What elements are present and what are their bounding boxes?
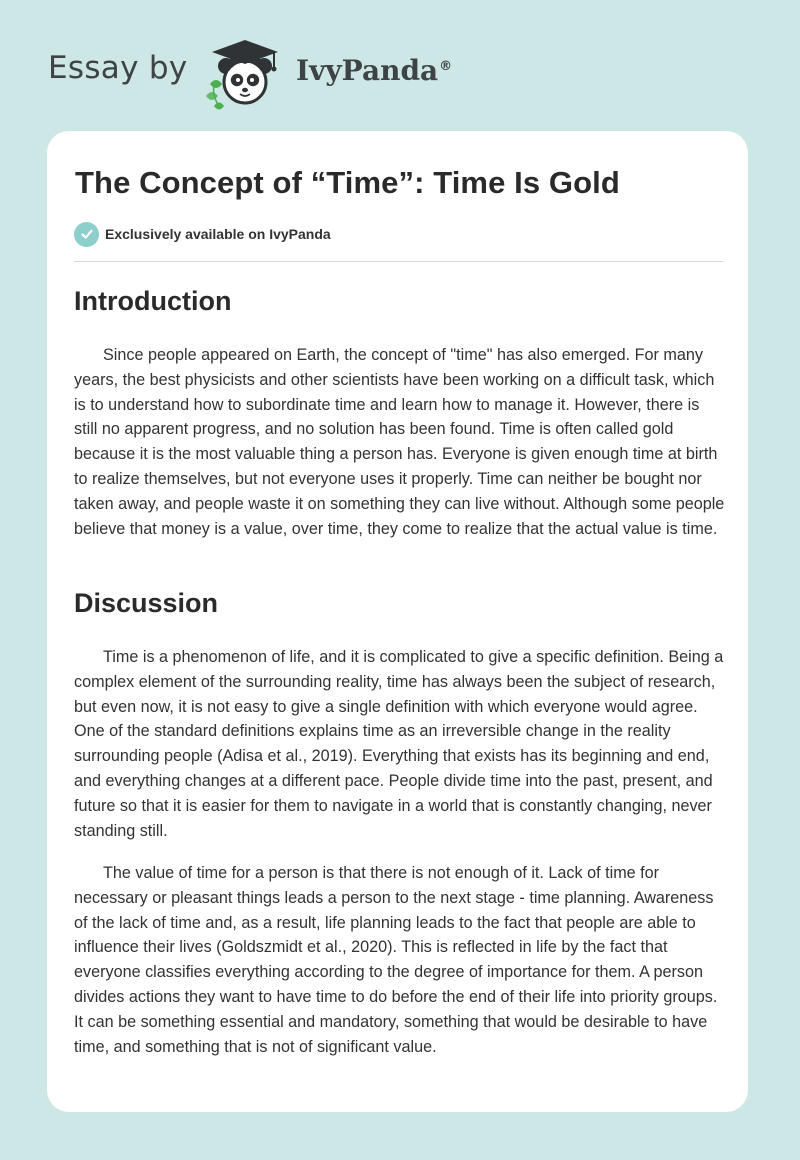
paragraph: The value of time for a person is that there is not enough of it. Lack of time for necessary or pleasant things leads a person to the next stage - time planning. Awareness of the lack of time and, as a result, life planning leads to the fact that people are able to influence their lives (Goldszmidt et al., 2020). This is reflected in life by the fact that everyone classifies everything according to the degree of importance for them. A person divides actions they want to have time to do before the end of their life into priority groups. It can be something essential and mandatory, something that would be desirable to have time, and something that is not of significant value. (74, 864, 718, 1056)
brand-name[interactable]: IvyPanda® (296, 54, 453, 87)
ivypanda-logo-icon[interactable] (200, 36, 290, 110)
paragraph: Time is a phenomenon of life, and it is complicated to give a specific definition. Being a complex element of the surrounding reality, time has always been the subject of research, but even now, it is not easy to give a single definition with which everyone would agree. One of the standard definitions explains time as an irreversible change in the reality surrounding people (Adisa et al., 2019). Everything that exists has its beginning and end, and everything changes at a different pace. People divide time into the past, present, and future so that it is easier for them to navigate in a world that is constantly changing, never standing still. (74, 648, 724, 840)
paragraph: Since people appeared on Earth, the concept of "time" has also emerged. For many years, the best physicists and other scientists have been working on a difficult task, which is to understand how to subordinate time and learn how to manage it. However, there is still no apparent progress, and no solution has been found. Time is often called gold because it is the most valuable thing a person has. Everyone is given enough time at birth to realize themselves, but not everyone uses it properly. Time can neither be bought nor taken away, and people waste it on something they can live without. Although some people believe that money is a value, over time, they come to realize that the actual value is time. (74, 346, 725, 538)
essay-by-label: Essay by (48, 50, 188, 86)
page-title: The Concept of “Time”: Time Is Gold (75, 165, 620, 200)
essay-card (47, 131, 748, 1112)
divider (74, 261, 723, 262)
exclusive-label: Exclusively available on IvyPanda (105, 226, 331, 242)
section-heading-introduction: Introduction (74, 286, 232, 316)
site-header (0, 0, 800, 130)
check-icon (74, 222, 99, 247)
registered-mark: ® (439, 58, 453, 74)
section-heading-discussion: Discussion (74, 588, 219, 618)
exclusive-badge (74, 222, 331, 246)
